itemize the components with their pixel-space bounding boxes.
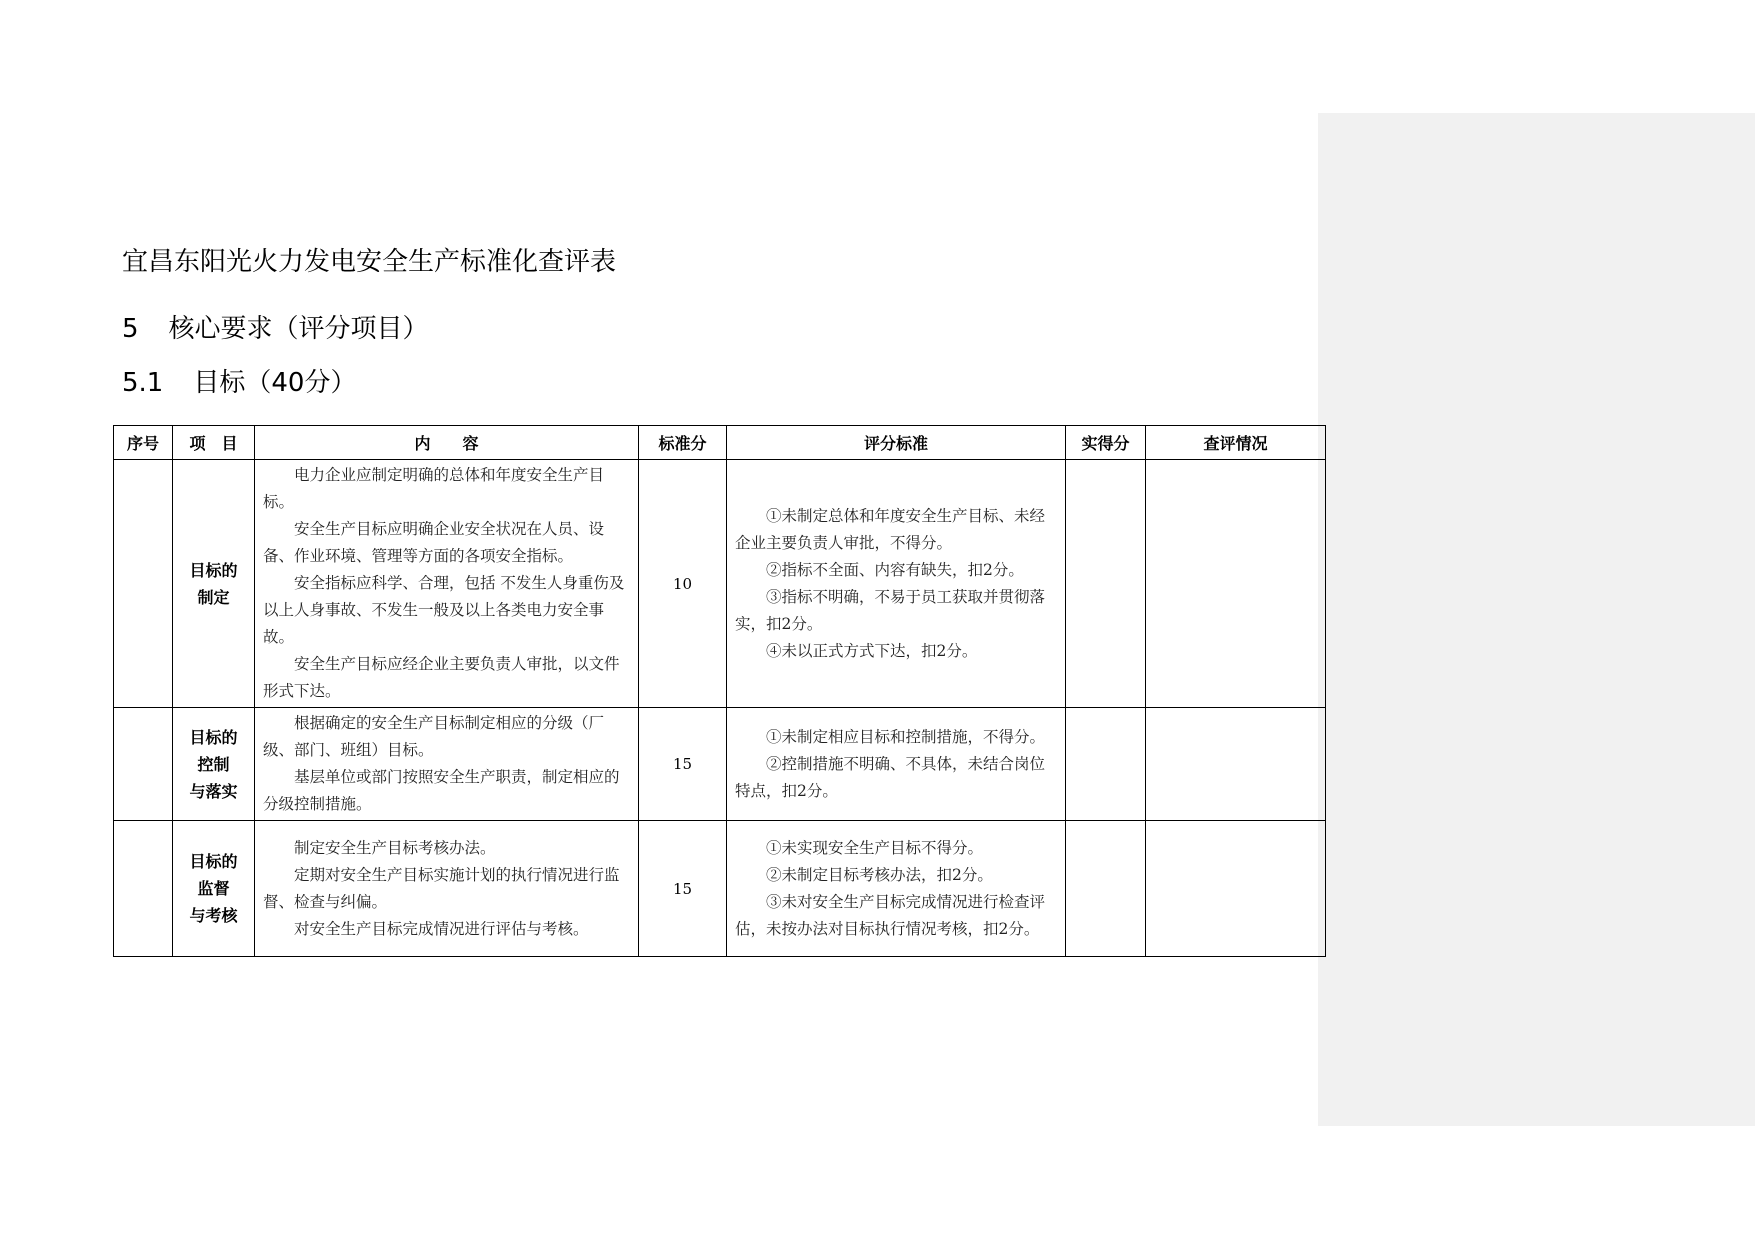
subsection-number: 5.1 xyxy=(122,368,164,398)
criteria-item: ④未以正式方式下达，扣2分。 xyxy=(766,641,978,660)
cell-criteria xyxy=(727,708,1066,821)
cell-criteria xyxy=(727,460,1066,708)
cell-actual-score xyxy=(1066,460,1146,708)
content-paragraph: 安全指标应科学、合理，包括 不发生人身重伤及以上人身事故、不发生一般及以上各类电力安全事故。 xyxy=(263,574,625,646)
cell-review xyxy=(1146,821,1326,957)
cell-criteria xyxy=(727,821,1066,957)
content-paragraph: 基层单位或部门按照安全生产职责，制定相应的分级控制措施。 xyxy=(263,768,620,813)
cell-actual-score xyxy=(1066,821,1146,957)
content-paragraph: 对安全生产目标完成情况进行评估与考核。 xyxy=(294,919,589,938)
cell-item xyxy=(173,821,255,957)
criteria-item: ②控制措施不明确、不具体，未结合岗位特点，扣2分。 xyxy=(735,754,1046,800)
cell-content xyxy=(255,460,639,708)
table-row xyxy=(114,708,1326,821)
header-actual-score: 实得分 xyxy=(1066,426,1146,460)
cell-standard-score: 10 xyxy=(639,460,727,708)
header-criteria: 评分标准 xyxy=(727,426,1066,460)
cell-seq xyxy=(114,821,173,957)
table-row xyxy=(114,821,1326,957)
document-title: 宜昌东阳光火力发电安全生产标准化查评表 xyxy=(122,247,617,277)
cell-review xyxy=(1146,708,1326,821)
header-standard-score: 标准分 xyxy=(639,426,727,460)
header-review: 查评情况 xyxy=(1146,426,1326,460)
criteria-item: ①未制定相应目标和控制措施，不得分。 xyxy=(766,727,1046,746)
cell-standard-score: 15 xyxy=(639,821,727,957)
content-paragraph: 安全生产目标应经企业主要负责人审批，以文件形式下达。 xyxy=(263,655,620,700)
scoring-table xyxy=(113,425,1326,957)
content-paragraph: 定期对安全生产目标实施计划的执行情况进行监督、检查与纠偏。 xyxy=(263,865,620,911)
cell-content xyxy=(255,708,639,821)
section-heading xyxy=(122,311,429,347)
table-header-row xyxy=(114,426,1326,460)
header-seq: 序号 xyxy=(114,426,173,460)
item-line: 制定 xyxy=(197,587,230,607)
side-margin-panel xyxy=(1318,113,1755,1126)
item-line: 与落实 xyxy=(189,781,238,801)
item-line: 监督 xyxy=(197,879,230,898)
criteria-item: ③未对安全生产目标完成情况进行检查评估，未按办法对目标执行情况考核，扣2分。 xyxy=(735,892,1046,938)
criteria-item: ③指标不明确，不易于员工获取并贯彻落实，扣2分。 xyxy=(735,587,1046,633)
cell-item xyxy=(173,460,255,708)
cell-item xyxy=(173,708,255,821)
cell-review xyxy=(1146,460,1326,708)
section-number: 5 xyxy=(122,314,139,344)
item-line: 控制 xyxy=(197,754,230,774)
item-line: 目标的 xyxy=(189,852,238,871)
criteria-item: ①未实现安全生产目标不得分。 xyxy=(766,838,984,857)
subsection-title: 目标（40分） xyxy=(193,368,357,398)
subsection-heading xyxy=(122,365,356,401)
item-line: 目标的 xyxy=(189,560,238,580)
content-paragraph: 根据确定的安全生产目标制定相应的分级（厂级、部门、班组）目标。 xyxy=(263,714,605,759)
criteria-item: ②指标不全面、内容有缺失，扣2分。 xyxy=(766,560,1024,579)
table-row xyxy=(114,460,1326,708)
header-content: 内 容 xyxy=(255,426,639,460)
cell-standard-score: 15 xyxy=(639,708,727,821)
cell-seq xyxy=(114,460,173,708)
item-line: 目标的 xyxy=(189,727,238,747)
section-title: 核心要求（评分项目） xyxy=(168,314,429,344)
cell-content xyxy=(255,821,639,957)
cell-seq xyxy=(114,708,173,821)
criteria-item: ②未制定目标考核办法，扣2分。 xyxy=(766,865,993,884)
content-paragraph: 电力企业应制定明确的总体和年度安全生产目标。 xyxy=(263,466,605,511)
criteria-item: ①未制定总体和年度安全生产目标、未经企业主要负责人审批，不得分。 xyxy=(735,506,1046,552)
cell-actual-score xyxy=(1066,708,1146,821)
header-item: 项 目 xyxy=(173,426,255,460)
content-paragraph: 安全生产目标应明确企业安全状况在人员、设备、作业环境、管理等方面的各项安全指标。 xyxy=(263,520,605,565)
content-paragraph: 制定安全生产目标考核办法。 xyxy=(294,838,496,857)
item-line: 与考核 xyxy=(189,906,238,925)
